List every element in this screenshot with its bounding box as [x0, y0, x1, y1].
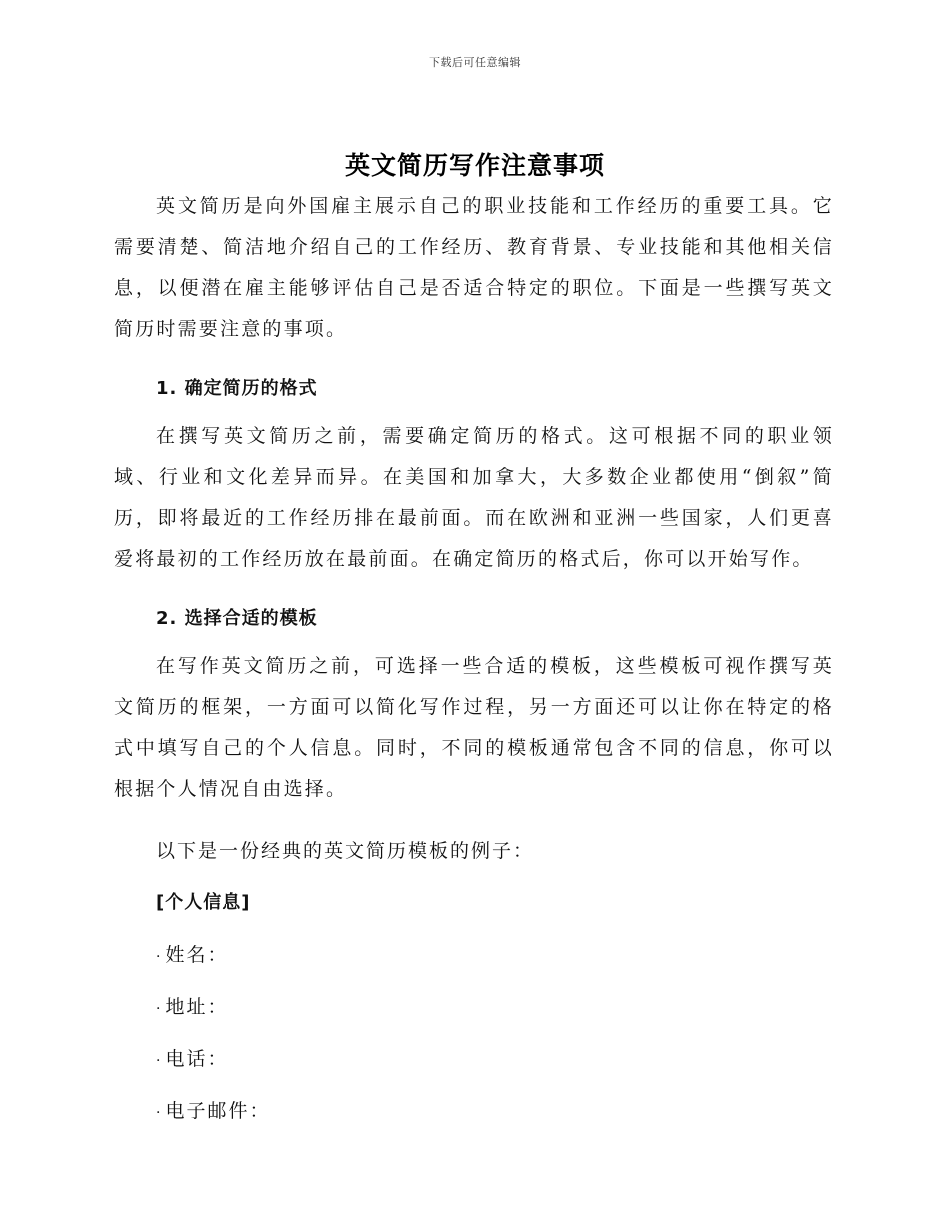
bullet-icon: · — [156, 1105, 163, 1121]
list-item-label: 姓名： — [165, 944, 229, 966]
bullet-icon: · — [156, 1001, 163, 1017]
bullet-icon: · — [156, 949, 163, 965]
list-item — [156, 992, 228, 1019]
section-2-heading: 2. 选择合适的模板 — [156, 608, 318, 629]
list-item — [156, 1096, 270, 1123]
list-item-label: 电子邮件： — [165, 1100, 271, 1122]
bullet-icon: · — [156, 1053, 163, 1069]
example-intro: 以下是一份经典的英文简历模板的例子： — [156, 840, 535, 862]
list-item-label: 地址： — [165, 996, 229, 1018]
list-item-label: 电话： — [165, 1048, 229, 1070]
personal-info-heading: [个人信息] — [156, 892, 251, 913]
list-item — [156, 940, 228, 967]
document-title: 英文简历写作注意事项 — [344, 151, 605, 180]
list-item — [156, 1044, 228, 1071]
section-1-heading: 1. 确定简历的格式 — [156, 378, 318, 399]
section-1-paragraph: 在撰写英文简历之前，需要确定简历的格式。这可根据不同的职业领域、行业和文化差异而异。在美国和加拿大，大多数企业都使用“倒叙”简历，即将最近的工作经历排在最前面。而在欧洲和亚洲一些国家，人们更喜爱将最初的工作经历放在最前面。在确定简历的格式后，你可以开始写作。 — [114, 425, 834, 570]
header-note: 下载后可任意编辑 — [429, 56, 521, 69]
section-2-paragraph: 在写作英文简历之前，可选择一些合适的模板，这些模板可视作撰写英文简历的框架，一方面可以简化写作过程，另一方面还可以让你在特定的格式中填写自己的个人信息。同时，不同的模板通常包含不同的信息，你可以根据个人情况自由选择。 — [114, 655, 834, 800]
intro-paragraph: 英文简历是向外国雇主展示自己的职业技能和工作经历的重要工具。它需要清楚、简洁地介绍自己的工作经历、教育背景、专业技能和其他相关信息，以便潜在雇主能够评估自己是否适合特定的职位。下面是一些撰写英文简历时需要注意的事项。 — [114, 195, 834, 340]
